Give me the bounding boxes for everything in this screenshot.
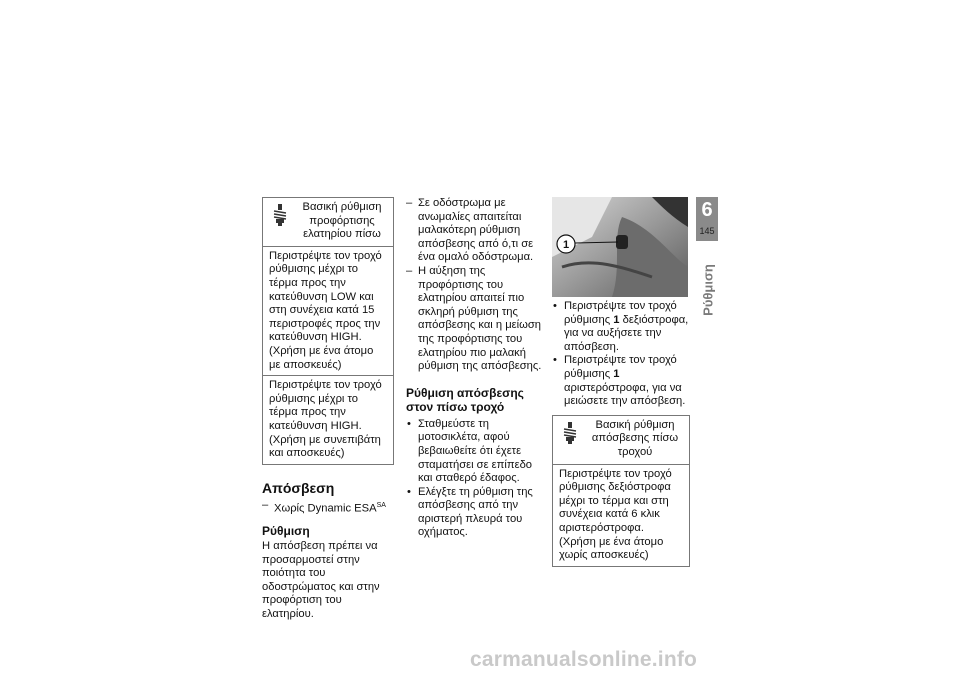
damping-title: Απόσβεση [262,479,335,496]
spring-preload-box-header [263,198,393,247]
page-number: 145 [699,226,715,236]
dash-item-1: – Σε οδόστρωμα με ανωμαλίες απαιτείται μαλακότερη ρύθμιση απόσβεσης από ό,τι σε ένα ομαλό οδόστρωμα. [406,197,546,265]
bullet-item-1: • Σταθμεύστε τη μοτοσικλέτα, αφού βεβαιωθείτε ότι έχετε σταματήσει σε επίπεδο και σταθερό έδαφος. [406,418,546,486]
turn-clockwise-item [552,300,690,354]
left-column [262,197,394,622]
adjustment-title: Ρύθμιση [262,524,310,539]
spring-preload-passenger: Περιστρέψτε τον τροχό ρύθμισης μέχρι το τέρμα προς την κατεύθυνση HIGH. (Χρήση με συνεπιβάτη και αποσκευές) [263,375,393,464]
turn-clockwise-ref: 1 [613,313,620,326]
dash-item-2: – Η αύξηση της προφόρτισης του ελατηρίου απαιτεί πιο σκληρή ρύθμιση της απόσβεσης και η μείωση της προφόρτισης του ελατηρίου πιο μαλακή ρύθμιση της απόσβεσης. [406,265,546,374]
rear-damping-box-title: Βασική ρύθμιση απόσβεσης πίσω τροχού [591,418,679,458]
bullet-item-2: • Ελέγξτε τη ρύθμιση της απόσβεσης από την αριστερή πλευρά του οχήματος. [406,486,546,540]
rear-damping-box-header [553,416,689,465]
shock-absorber-icon [561,422,579,444]
turn-counterclockwise-item [552,354,690,408]
shock-absorber-icon [271,204,289,226]
turn-clockwise-pre: Περιστρέψτε τον τροχό ρύθμισης [564,300,677,326]
turn-counterclockwise-post: αριστερόστροφα, για να μειώσετε την απόσβεση. [564,381,686,408]
chapter-title-vertical [688,250,728,330]
chapter-title: Ρύθμιση [700,264,716,316]
photo-callout-label: 1 [562,239,570,251]
spring-preload-box-title: Βασική ρύθμιση προφόρτισης ελατηρίου πίσω [302,201,382,241]
condition-sup: SA [376,501,386,509]
turn-clockwise-post: δεξιόστροφα, για να αυξήσετε την απόσβεση. [564,313,689,353]
turn-counterclockwise-pre: Περιστρέψτε τον τροχό ρύθμισης [564,354,677,380]
rear-damping-title: Ρύθμιση απόσβεσης στον πίσω τροχό [406,385,524,414]
damping-paragraph: Η απόσβεση πρέπει να προσαρμοστεί στην ποιότητα του οδοστρώματος και στην προφόρτιση του ελατηρίου. [262,540,380,620]
spring-preload-box [262,197,394,465]
right-column [552,197,690,567]
condition-note [262,499,394,516]
chapter-number: 6 [701,199,713,221]
middle-column [406,197,546,540]
rear-shock-photo [552,197,688,297]
rear-damping-box [552,415,690,567]
spring-preload-solo: Περιστρέψτε τον τροχό ρύθμισης μέχρι το τέρμα προς την κατεύθυνση LOW και στη συνέχεια κατά 15 περιστροφές προς την κατεύθυνση HIGH. (Χρήση με ένα άτομο με αποσκευές) [269,249,382,371]
watermark: carmanualsonline.info [470,648,698,671]
rear-damping-box-body: Περιστρέψτε τον τροχό ρύθμισης δεξιόστροφα μέχρι το τέρμα και στη συνέχεια κατά 6 κλικ αριστερόστροφα. (Χρήση με ένα άτομο χωρίς αποσκευές) [559,467,672,562]
turn-counterclockwise-ref: 1 [613,367,620,380]
condition-text: Χωρίς Dynamic ESA [274,502,377,515]
